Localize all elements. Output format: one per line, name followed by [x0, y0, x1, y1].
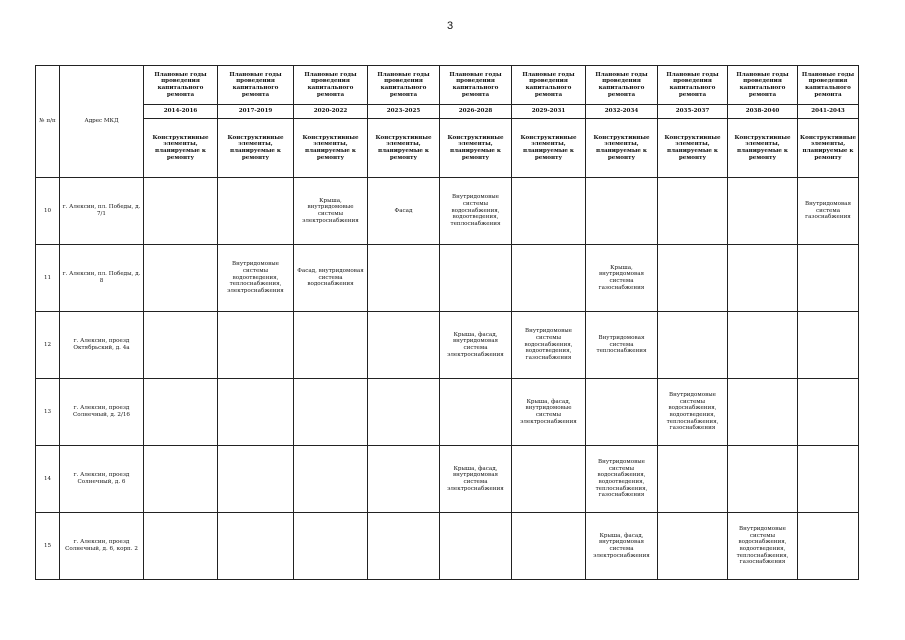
period-title: Плановые годы проведения капитального ремонта	[512, 66, 586, 105]
repair-elements-cell	[218, 178, 294, 245]
repair-elements-cell	[368, 379, 440, 446]
repair-elements-cell	[658, 446, 728, 513]
repair-elements-cell	[294, 446, 368, 513]
table-row	[36, 446, 859, 513]
repair-elements-cell	[728, 312, 798, 379]
repair-elements-cell	[218, 513, 294, 580]
period-years: 2023-2025	[368, 105, 440, 119]
table-row	[36, 312, 859, 379]
repair-elements-cell: Крыша, внутридомовая система газоснабжения	[586, 245, 658, 312]
repair-elements-cell	[218, 446, 294, 513]
repair-elements-cell	[440, 245, 512, 312]
row-number: 14	[36, 446, 60, 513]
repair-elements-cell	[512, 513, 586, 580]
repair-elements-cell	[294, 379, 368, 446]
repair-elements-cell	[144, 245, 218, 312]
repair-elements-cell	[512, 178, 586, 245]
table-row	[36, 178, 859, 245]
row-number: 13	[36, 379, 60, 446]
page-number: 3	[447, 20, 454, 32]
period-elements-label: Конструктивные элементы, планируемые к ремонту	[586, 119, 658, 178]
repair-elements-cell: Фасад, внутридомовая система водоснабжения	[294, 245, 368, 312]
table-row	[36, 245, 859, 312]
repair-elements-cell	[798, 446, 859, 513]
repair-elements-cell	[440, 379, 512, 446]
row-number: 10	[36, 178, 60, 245]
period-elements-label: Конструктивные элементы, планируемые к ремонту	[368, 119, 440, 178]
repair-elements-cell	[218, 379, 294, 446]
period-years: 2041-2043	[798, 105, 859, 119]
period-title: Плановые годы проведения капитального ремонта	[218, 66, 294, 105]
row-number: 15	[36, 513, 60, 580]
repair-elements-cell	[798, 513, 859, 580]
row-address: г. Алексин, пл. Победы, д. 7/1	[60, 178, 144, 245]
period-elements-label: Конструктивные элементы, планируемые к ремонту	[658, 119, 728, 178]
period-title: Плановые годы проведения капитального ремонта	[658, 66, 728, 105]
repair-elements-cell	[798, 312, 859, 379]
repair-elements-cell	[368, 446, 440, 513]
repair-elements-cell: Крыша, фасад, внутридомовая система электроснабжения	[440, 446, 512, 513]
repair-elements-cell	[658, 312, 728, 379]
period-title: Плановые годы проведения капитального ремонта	[798, 66, 859, 105]
period-years: 2020-2022	[294, 105, 368, 119]
row-address: г. Алексин, проезд Солнечный, д. 6, корп. 2	[60, 513, 144, 580]
repair-elements-cell	[658, 245, 728, 312]
repair-elements-cell	[144, 178, 218, 245]
repair-elements-cell: Внутридомовая система газоснабжения	[798, 178, 859, 245]
period-years: 2035-2037	[658, 105, 728, 119]
period-elements-label: Конструктивные элементы, планируемые к ремонту	[144, 119, 218, 178]
repair-elements-cell: Внутридомовые системы водоснабжения, водоотведения, теплоснабжения	[440, 178, 512, 245]
repair-elements-cell	[798, 379, 859, 446]
repair-elements-cell: Внутридомовые системы водоснабжения, водоотведения, теплоснабжения, газоснабжения	[586, 446, 658, 513]
repair-elements-cell	[728, 245, 798, 312]
repair-elements-cell	[798, 245, 859, 312]
period-elements-label: Конструктивные элементы, планируемые к ремонту	[728, 119, 798, 178]
repair-elements-cell	[728, 178, 798, 245]
period-years: 2017-2019	[218, 105, 294, 119]
period-title: Плановые годы проведения капитального ремонта	[144, 66, 218, 105]
repair-elements-cell: Внутридомовые системы водоснабжения, водоотведения, теплоснабжения, газоснабжения	[728, 513, 798, 580]
period-elements-label: Конструктивные элементы, планируемые к ремонту	[218, 119, 294, 178]
repair-elements-cell: Крыша, фасад, внутридомовая система электроснабжения	[586, 513, 658, 580]
period-elements-label: Конструктивные элементы, планируемые к ремонту	[512, 119, 586, 178]
row-address: г. Алексин, проезд Октябрьский, д. 4а	[60, 312, 144, 379]
period-title: Плановые годы проведения капитального ремонта	[586, 66, 658, 105]
repair-elements-cell	[294, 513, 368, 580]
repair-elements-cell: Крыша, фасад, внутридомовые системы электроснабжения	[512, 379, 586, 446]
repair-elements-cell	[586, 178, 658, 245]
repair-elements-cell	[144, 312, 218, 379]
repair-elements-cell	[368, 245, 440, 312]
repair-elements-cell: Крыша, фасад, внутридомовая система электроснабжения	[440, 312, 512, 379]
repair-elements-cell: Фасад	[368, 178, 440, 245]
repair-elements-cell	[658, 513, 728, 580]
table-row	[36, 513, 859, 580]
period-elements-label: Конструктивные элементы, планируемые к ремонту	[294, 119, 368, 178]
repair-elements-cell: Внутридомовая система теплоснабжения	[586, 312, 658, 379]
period-title: Плановые годы проведения капитального ремонта	[440, 66, 512, 105]
repair-elements-cell	[368, 312, 440, 379]
period-years: 2032-2034	[586, 105, 658, 119]
repair-elements-cell	[144, 513, 218, 580]
repair-elements-cell	[294, 312, 368, 379]
period-years: 2026-2028	[440, 105, 512, 119]
capital-repair-table	[35, 65, 859, 580]
repair-elements-cell	[368, 513, 440, 580]
repair-elements-cell	[512, 446, 586, 513]
repair-elements-cell	[440, 513, 512, 580]
repair-elements-cell	[144, 446, 218, 513]
repair-elements-cell: Внутридомовые системы водоотведения, теплоснабжения, электроснабжения	[218, 245, 294, 312]
period-elements-label: Конструктивные элементы, планируемые к ремонту	[798, 119, 859, 178]
repair-elements-cell: Внутридомовые системы водоснабжения, водоотведения, газоснабжения	[512, 312, 586, 379]
repair-elements-cell: Внутридомовые системы водоснабжения, водоотведения, теплоснабжения, газоснабжения	[658, 379, 728, 446]
repair-elements-cell	[218, 312, 294, 379]
row-number: 12	[36, 312, 60, 379]
repair-elements-cell	[144, 379, 218, 446]
repair-elements-cell	[728, 379, 798, 446]
period-years: 2038-2040	[728, 105, 798, 119]
repair-elements-cell: Крыша, внутридомовые системы электроснабжения	[294, 178, 368, 245]
repair-elements-cell	[512, 245, 586, 312]
address-header: Адрес МКД	[60, 66, 144, 178]
period-title: Плановые годы проведения капитального ремонта	[294, 66, 368, 105]
repair-elements-cell	[728, 446, 798, 513]
period-title: Плановые годы проведения капитального ремонта	[368, 66, 440, 105]
period-title: Плановые годы проведения капитального ремонта	[728, 66, 798, 105]
period-years: 2014-2016	[144, 105, 218, 119]
period-elements-label: Конструктивные элементы, планируемые к ремонту	[440, 119, 512, 178]
repair-elements-cell	[658, 178, 728, 245]
row-address: г. Алексин, проезд Солнечный, д. 6	[60, 446, 144, 513]
row-number: 11	[36, 245, 60, 312]
period-years: 2029-2031	[512, 105, 586, 119]
row-address: г. Алексин, пл. Победы, д. 8	[60, 245, 144, 312]
repair-elements-cell	[586, 379, 658, 446]
table-row	[36, 379, 859, 446]
row-address: г. Алексин, проезд Солнечный, д. 2/16	[60, 379, 144, 446]
num-header: № п/п	[36, 66, 60, 178]
